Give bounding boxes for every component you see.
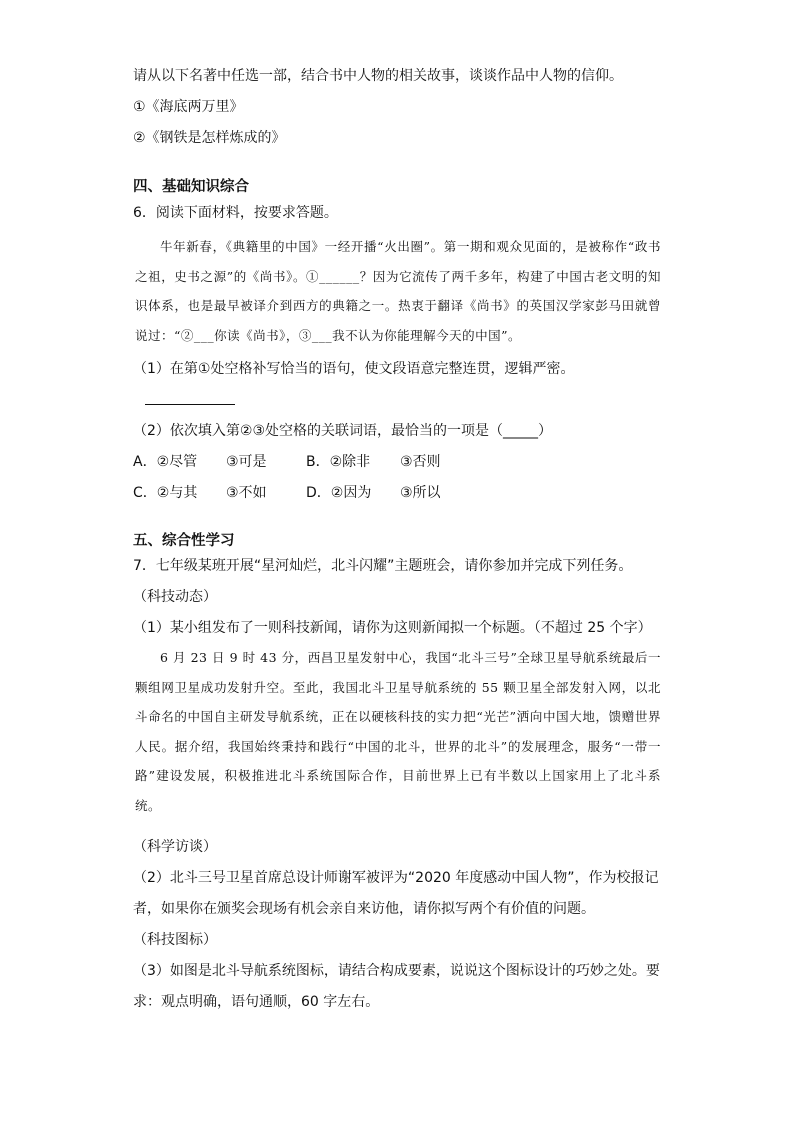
question-6-sub-1: （1）在第①处空格补写恰当的语句，使文段语意完整连贯，逻辑严密。 xyxy=(133,361,575,377)
tag-tech-news: （科技动态） xyxy=(133,589,217,605)
option-b-second: ③否则 xyxy=(400,454,441,470)
question-6-sub-2: （2）依次填入第②③处空格的关联词语，最恰当的一项是（_____） xyxy=(133,423,553,439)
tag-interview: （科学访谈） xyxy=(133,839,217,855)
question-7-sub-1: （1）某小组发布了一则科技新闻，请你为这则新闻拟一个标题。（不超过 25 个字） xyxy=(133,620,652,636)
tag-icon: （科技图标） xyxy=(133,932,217,948)
option-a-second: ③可是 xyxy=(226,454,267,470)
question-7-sub-3-line-1: （3）如图是北斗导航系统图标，请结合构成要素，说说这个图标设计的巧妙之处。要 xyxy=(133,963,660,979)
option-b-first[interactable]: B．②除非 xyxy=(306,454,371,470)
intro-prompt: 请从以下名著中任选一部，结合书中人物的相关故事，谈谈作品中人物的信仰。 xyxy=(133,68,623,84)
question-7-sub-2-line-2: 者，如果你在颁奖会现场有机会亲自来访他，请你拟写两个有价值的问题。 xyxy=(133,901,595,917)
question-7-sub-2-line-1: （2）北斗三号卫星首席总设计师谢军被评为“2020 年度感动中国人物”，作为校报记 xyxy=(133,870,659,886)
option-d-second: ③所以 xyxy=(400,485,441,501)
option-c-second: ③不如 xyxy=(226,485,267,501)
option-a-first[interactable]: A．②尽管 xyxy=(133,454,198,470)
answer-blank-line[interactable] xyxy=(145,404,235,405)
section-5-heading: 五、综合性学习 xyxy=(133,533,235,549)
question-6-title: 6．阅读下面材料，按要求答题。 xyxy=(133,205,338,221)
question-6-passage: 牛年新春，《典籍里的中国》一经开播“火出圈”。第一期和观众见面的，是被称作“政书之祖，史书之源”的《尚书》。①______？因为它流传了两千多年，构建了中国古老文明的知识体系，也是最早被译介到西方的典籍之一。热衷于翻译《尚书》的英国汉学家彭马田就曾说过：“②___你读《尚书》，③___我不认为你能理解今天的中国”。 xyxy=(135,239,661,343)
question-7-sub-3-line-2: 求：观点明确，语句通顺，60 字左右。 xyxy=(133,994,380,1010)
book-option-2: ②《钢铁是怎样炼成的》 xyxy=(133,130,286,146)
news-passage: 6 月 23 日 9 时 43 分，西昌卫星发射中心，我国“北斗三号”全球卫星导航系统最后一颗组网卫星成功发射升空。至此，我国北斗卫星导航系统的 55 颗卫星全部发射入网，以北斗命名的中国自主研发导航系统，正在以硬核科技的实力把“光芒”洒向中国大地，馈赠世界人民。据介绍，我国始终秉持和践行“中国的北斗，世界的北斗”的发展理念，服务“一带一路”建设发展，积极推进北斗系统国际合作，目前世界上已有半数以上国家用上了北斗系统。 xyxy=(135,650,661,813)
question-7-title: 7．七年级某班开展“星河灿烂，北斗闪耀”主题班会，请你参加并完成下列任务。 xyxy=(133,558,633,574)
option-d-first[interactable]: D．②因为 xyxy=(306,485,372,501)
section-4-heading: 四、基础知识综合 xyxy=(133,179,249,195)
option-c-first[interactable]: C．②与其 xyxy=(133,485,198,501)
book-option-1: ①《海底两万里》 xyxy=(133,99,244,115)
